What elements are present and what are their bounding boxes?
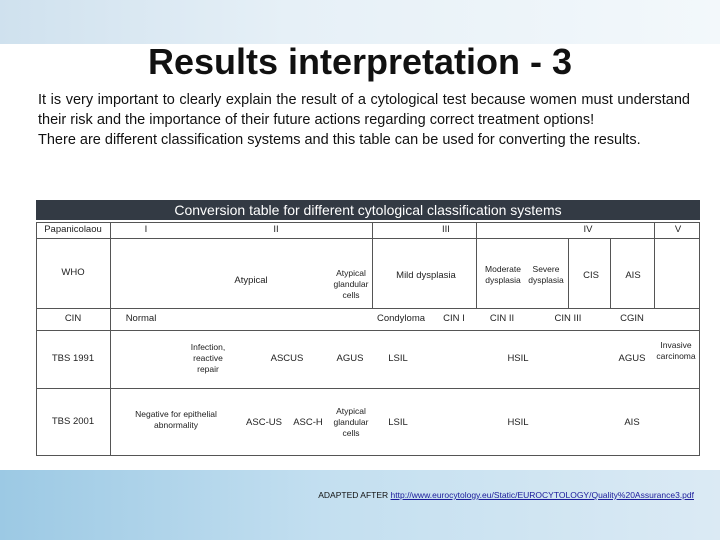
- tbs1991-infection: Infection, reactive repair: [190, 341, 226, 374]
- who-ais: AIS: [625, 270, 641, 281]
- header-band: [0, 0, 720, 44]
- intro-paragraph-2: There are different classification systems and this table can be used for converting the results.: [38, 132, 641, 148]
- conversion-table: [36, 222, 700, 456]
- col-divider: [654, 222, 655, 238]
- intro-text: [38, 90, 690, 150]
- pap-class-ii: II: [273, 224, 279, 235]
- row-label-tbs-1991: TBS 1991: [51, 353, 95, 364]
- cin-ii: CIN II: [489, 313, 515, 324]
- who-severe-dysplasia: Severe dysplasia: [528, 264, 564, 285]
- col-divider: [476, 222, 477, 238]
- col-divider: [110, 222, 111, 456]
- table-title: Conversion table for different cytological classification systems: [36, 200, 700, 220]
- row-divider: [36, 308, 700, 309]
- tbs1991-invasive-carcinoma: Invasive carcinoma: [656, 340, 696, 361]
- tbs1991-ascus: ASCUS: [270, 353, 304, 364]
- cin-cgin: CGIN: [620, 313, 644, 324]
- cin-normal: Normal: [125, 313, 157, 324]
- pap-class-iii: III: [442, 224, 450, 235]
- row-divider: [36, 388, 700, 389]
- tbs2001-atypical-glandular: Atypical glandular cells: [333, 405, 369, 438]
- col-divider: [568, 238, 569, 308]
- who-atypical: Atypical: [234, 275, 268, 286]
- slide-title: Results interpretation - 3: [147, 41, 573, 82]
- who-moderate-dysplasia: Moderate dysplasia: [485, 264, 521, 285]
- row-label-papanicolaou: Papanicolaou: [44, 224, 102, 235]
- tbs1991-lsil: LSIL: [388, 353, 408, 364]
- who-atypical-glandular: Atypical glandular cells: [333, 267, 369, 300]
- tbs2001-negative: Negative for epithelial abnormality: [135, 409, 217, 430]
- source-link[interactable]: http://www.eurocytology.eu/Static/EUROCYTOLOGY/Quality%20Assurance3.pdf: [390, 490, 694, 500]
- cin-iii: CIN III: [554, 313, 582, 324]
- tbs2001-asc-h: ASC-H: [293, 417, 323, 428]
- pap-class-v: V: [674, 224, 682, 235]
- footer-band: [0, 470, 720, 540]
- row-divider: [36, 330, 700, 331]
- source-credit: [0, 490, 694, 500]
- col-divider: [372, 222, 373, 238]
- intro-paragraph-1: It is very important to clearly explain the result of a cytological test because women must understand their risk and the importance of their future actions regarding correct treatment options!: [38, 92, 690, 128]
- row-label-who: WHO: [61, 267, 85, 278]
- row-label-cin: CIN: [64, 313, 82, 324]
- who-mild-dysplasia: Mild dysplasia: [396, 270, 456, 281]
- tbs2001-lsil: LSIL: [388, 417, 408, 428]
- who-cis: CIS: [583, 270, 599, 281]
- tbs1991-agus-2: AGUS: [618, 353, 646, 364]
- tbs1991-agus: AGUS: [336, 353, 364, 364]
- cin-i: CIN I: [443, 313, 465, 324]
- credit-prefix: ADAPTED AFTER: [318, 490, 389, 500]
- pap-class-i: I: [144, 224, 148, 235]
- tbs2001-hsil: HSIL: [507, 417, 529, 428]
- tbs2001-ais: AIS: [624, 417, 640, 428]
- tbs1991-hsil: HSIL: [507, 353, 529, 364]
- row-label-tbs-2001: TBS 2001: [51, 416, 95, 427]
- col-divider: [654, 238, 655, 308]
- col-divider: [476, 238, 477, 308]
- tbs2001-asc-us: ASC-US: [246, 417, 282, 428]
- row-divider: [36, 238, 700, 239]
- pap-class-iv: IV: [583, 224, 593, 235]
- col-divider: [610, 238, 611, 308]
- cin-condyloma: Condyloma: [376, 313, 426, 324]
